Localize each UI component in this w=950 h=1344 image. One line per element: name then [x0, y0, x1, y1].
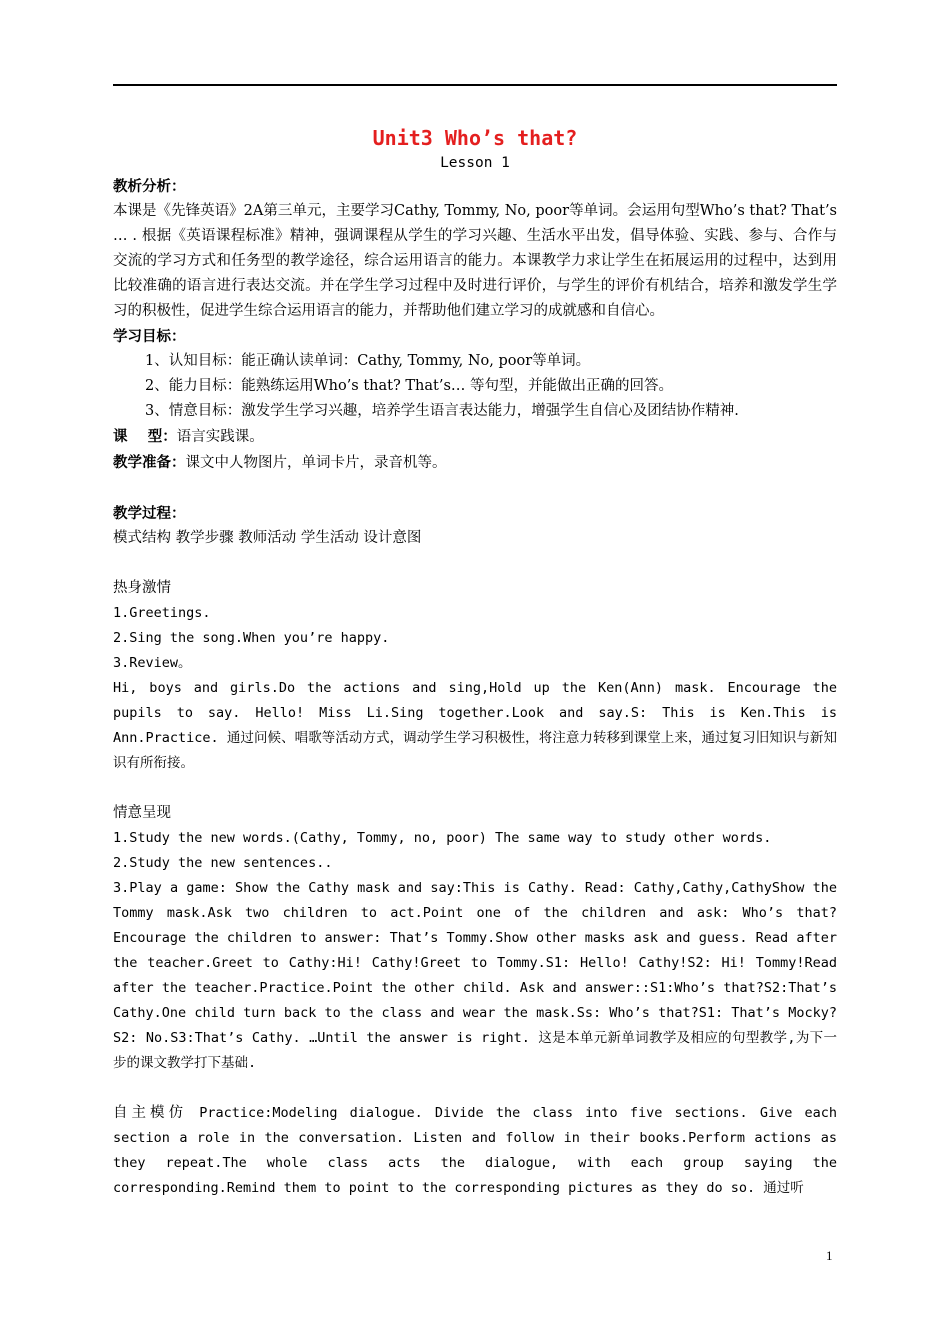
warmup-heading: 热身激情	[113, 580, 171, 596]
document-subtitle: Lesson 1	[440, 155, 510, 171]
header-rule	[113, 84, 837, 86]
lesson-type-value: 语言实践课。	[176, 429, 264, 445]
objectives-heading: 学习目标：	[113, 328, 186, 345]
warmup-body: Hi, boys and girls.Do the actions and sing,Hold up the Ken(Ann) mask. Encourage the pupils to say. Hello! Miss Li.Sing together.Look and say.S: This is Ken.This is Ann.Practice. 通过问候、唱歌等活动方式，调动学生学习积极性，将注意力转移到课堂上来，通过复习旧知识与新知识有所衔接。	[113, 680, 837, 771]
preparation-row	[113, 450, 837, 476]
imitation-body: Practice:Modeling dialogue. Divide the class into five sections. Give each section a role in the conversation. Listen and follow in their books.Perform actions as they repeat.The whole class acts the dialogue, with each group saying the corresponding.Remind them to point to the corresponding pictures as they do so. 通过听	[113, 1105, 838, 1196]
document-title: Unit3 Who’s that?	[372, 126, 578, 150]
page-number: 1	[826, 1248, 833, 1263]
preparation-label: 教学准备：	[113, 454, 186, 471]
objective-item: 3、情意目标：激发学生学习兴趣，培养学生语言表达能力，增强学生自信心及团结协作精神.	[145, 403, 739, 419]
presentation-line: 2.Study the new sentences..	[113, 855, 333, 871]
preparation-value: 课文中人物图片，单词卡片，录音机等。	[185, 455, 447, 471]
warmup-line: 1.Greetings.	[113, 605, 211, 621]
analysis-heading: 教析分析：	[113, 178, 186, 195]
lesson-type-label: 课 型：	[113, 428, 177, 445]
presentation-heading: 情意呈现	[113, 805, 171, 821]
spacer	[113, 1076, 837, 1101]
spacer	[113, 476, 837, 501]
objective-item: 2、能力目标：能熟练运用Who’s that? That’s… 等句型，并能做出正确的回答。	[145, 378, 674, 394]
warmup-line: 3.Review。	[113, 655, 192, 671]
presentation-body: 3.Play a game: Show the Cathy mask and say:This is Cathy. Read: Cathy,Cathy,CathyShow the Tommy mask.Ask two children to act.Point one of the children and ask: Who’s that? Encourage the children to answer: That’s Tommy.Show other masks ask and guess. Read after the teacher.Greet to Cathy:Hi! Cathy!Greet to Tommy.S1: Hello! Cathy!S2: Hi! Tommy!Read after the teacher.Practice.Point the other child. Ask and answer::S1:Who’s that?S2:That’s Cathy.One child turn back to the class and wear the mask.Ss: Who’s that?S1: That’s Mocky?S2: No.S3:That’s Cathy. …Until the answer is right. 这是本单元新单词教学及相应的句型教学,为下一步的课文教学打下基础.	[113, 880, 837, 1071]
imitation-paragraph	[113, 1101, 837, 1201]
spacer	[113, 551, 837, 576]
process-heading: 教学过程：	[113, 505, 186, 522]
imitation-heading: 自主模仿	[113, 1105, 188, 1121]
document-page	[113, 124, 837, 1201]
warmup-line: 2.Sing the song.When you’re happy.	[113, 630, 390, 646]
objective-item: 1、认知目标：能正确认读单词：Cathy, Tommy, No, poor等单词。	[145, 353, 591, 369]
presentation-line: 1.Study the new words.(Cathy, Tommy, no, poor) The same way to study other words.	[113, 830, 772, 846]
analysis-body: 本课是《先锋英语》2A第三单元，主要学习Cathy, Tommy, No, poor等单词。会运用句型Who’s that? That’s … . 根据《英语课程标准》精神，强调课程从学生的学习兴趣、生活水平出发，倡导体验、实践、参与、合作与交流的学习方式和任务型的教学途径，综合运用语言的能力。本课教学力求让学生在拓展运用的过程中，达到用比较准确的语言进行表达交流。并在学生学习过程中及时进行评价，与学生的评价有机结合，培养和激发学生学习的积极性，促进学生综合运用语言的能力，并帮助他们建立学习的成就感和自信心。	[113, 203, 837, 319]
spacer	[113, 776, 837, 801]
process-columns: 模式结构 教学步骤 教师活动 学生活动 设计意图	[113, 530, 422, 546]
lesson-type-row	[113, 424, 837, 450]
